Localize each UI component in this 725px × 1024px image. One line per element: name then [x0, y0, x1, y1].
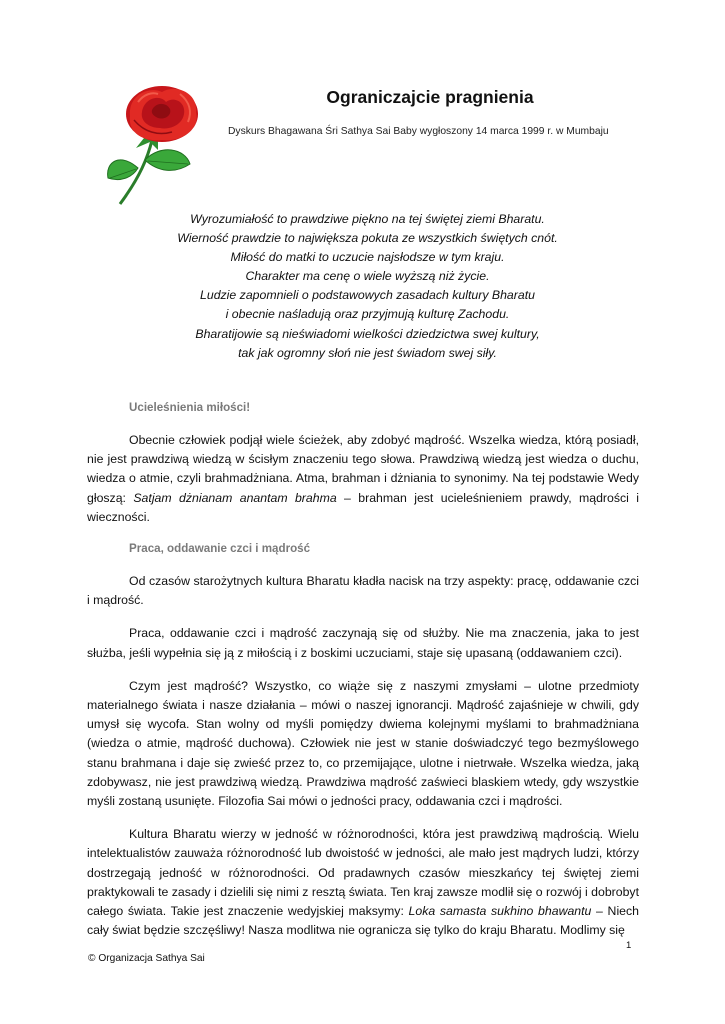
paragraph-text: Obecnie człowiek podjął wiele ścieżek, aby zdobyć mądrość. Wszelka wiedza, którą posiadł, nie jest prawdziwą wiedzą w ścisłym znaczeniu tego słowa. Prawdziwą wiedzą jest wiedza o duchu, wiedza o atmie, czyli brahmadżniana. Atma, brahman i dżniania to synonimy. Na tej podstawie Wedy głoszą: — [87, 433, 639, 505]
poem-line: Miłość do matki to uczucie najsłodsze w tym kraju. — [230, 250, 505, 265]
footer-copyright: © Organizacja Sathya Sai — [88, 953, 205, 964]
poem-line: i obecnie naśladują oraz przyjmują kulturę Zachodu. — [225, 307, 510, 322]
paragraph-italic: Satjam dżnianam anantam brahma — [133, 490, 337, 505]
poem-line: Charakter ma cenę o wiele wyższą niż życie. — [245, 269, 490, 284]
poem-line: Ludzie zapomnieli o podstawowych zasadach kultury Bharatu — [200, 288, 535, 303]
page-number: 1 — [626, 940, 632, 951]
paragraph: Czym jest mądrość? Wszystko, co wiąże się z naszymi zmysłami – ulotne przedmioty materialnego świata i nasze działania – mówi o naszej ignorancji. Mądrość zajaśnieje w chwili, gdy umysł się wycofa. Stan wolny od myśli pomiędzy dwiema kolejnymi myślami to brahmadżniana (wiedza o atmie, mądrość duchowa). Człowiek nie jest w stanie doświadczyć tego bezmyślowego stanu brahmana i daje się zwieść przez to, co przemijające, ulotne i nietrwałe. Wszelka wiedza, jaką zdobywasz, nie jest prawdziwą wiedzą. Prawdziwa mądrość zaświeci blaskiem wtedy, gdy wszystkie myśli zostaną usunięte. Filozofia Sai mówi o jedności pracy, oddawania czci i mądrości. — [87, 678, 639, 809]
paragraph — [87, 431, 639, 527]
section-heading: Praca, oddawanie czci i mądrość — [129, 542, 311, 556]
page-title: Ograniczajcie pragnienia — [326, 87, 534, 107]
poem-line: Wyrozumiałość to prawdziwe piękno na tej świętej ziemi Bharatu. — [190, 212, 545, 226]
poem-line: Wierność prawdzie to największa pokuta ze wszystkich świętych cnót. — [177, 231, 558, 246]
poem-line: tak jak ogromny słoń nie jest świadom swej siły. — [238, 345, 497, 360]
paragraph: Od czasów starożytnych kultura Bharatu kładła nacisk na trzy aspekty: pracę, oddawanie czci i mądrość. — [87, 574, 639, 608]
section-heading: Ucieleśnienia miłości! — [129, 401, 251, 414]
paragraph-italic: Loka samasta sukhino bhawantu — [408, 904, 592, 919]
body-text — [87, 398, 639, 940]
paragraph: Praca, oddawanie czci i mądrość zaczynają się od służby. Nie ma znaczenia, jaka to jest służba, jeśli wypełnia się ją z miłością i z boskimi uczuciami, staje się upasaną (oddawaniem czci). — [87, 626, 639, 660]
rose-icon — [100, 82, 210, 207]
poem — [90, 210, 645, 363]
page-subtitle: Dyskurs Bhagawana Śri Sathya Sai Baby wygłoszony 14 marca 1999 r. w Mumbaju — [228, 126, 609, 137]
poem-line: Bharatijowie są nieświadomi wielkości dziedzictwa swej kultury, — [195, 326, 540, 341]
paragraph-text: – brahman jest ucieleśnieniem prawdy, mądrości i wieczności. — [87, 490, 639, 524]
paragraph — [87, 825, 639, 940]
paragraph-text: – Niech cały świat będzie szczęśliwy! Nasza modlitwa nie ogranicza się tylko do kraju Bharatu. Modlimy się — [87, 904, 639, 938]
paragraph-text: Kultura Bharatu wierzy w jedność w różnorodności, która jest prawdziwą mądrością. Wielu intelektualistów zauważa różnorodność lub dwoistość w jedności, ale mało jest mądrych ludzi, którzy dostrzegają jedność w różnorodności. Od pradawnych czasów mieszkańcy tej świętej ziemi praktykowali te zasady i dzielili się nimi z resztą świata. Ten kraj zawsze modlił się o rozwój i dobrobyt całego świata. Takie jest znaczenie wedyjskiej maksymy: — [87, 827, 639, 919]
